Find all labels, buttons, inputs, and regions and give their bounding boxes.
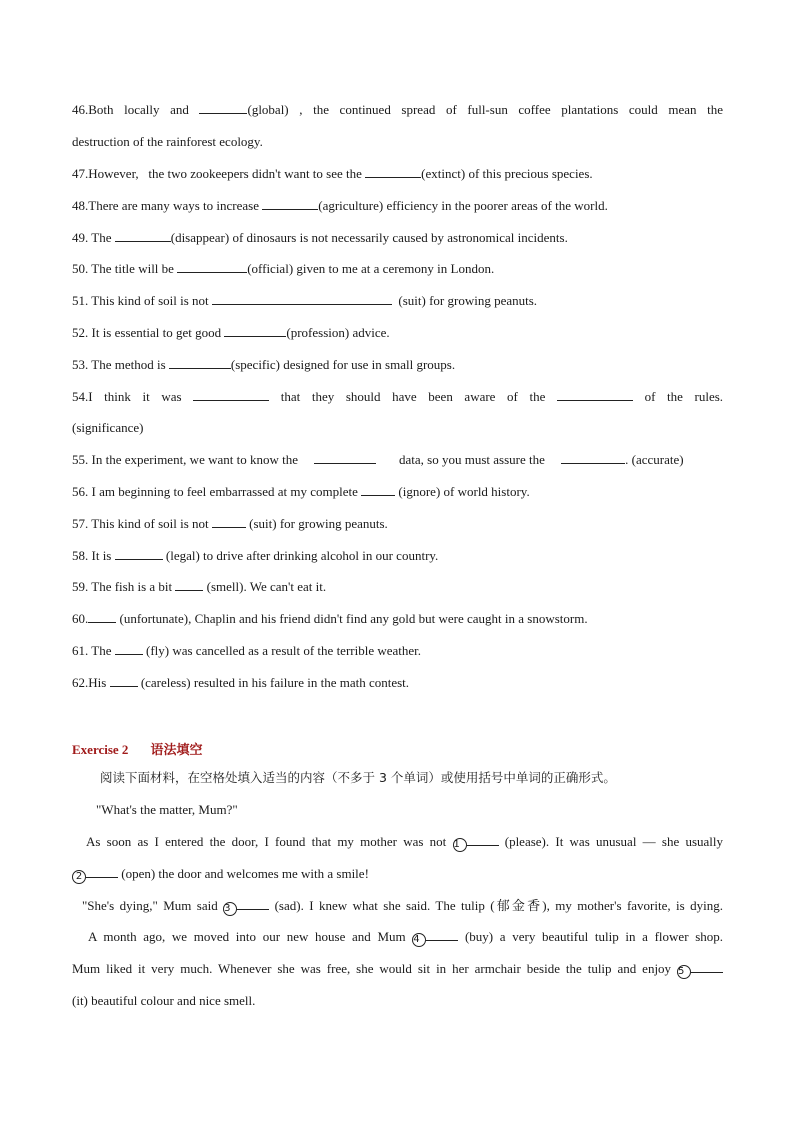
passage-line-1-text-b: (please). It was unusual — she usually	[498, 834, 724, 849]
item-60-text-b: (unfortunate), Chaplin and his friend didn't find any gold but were caught in a snowstorm.	[116, 611, 588, 626]
item-48-text-b: (agriculture) efficiency in the poorer areas of the world.	[318, 198, 608, 213]
item-58-text-b: (legal) to drive after drinking alcohol in our country.	[162, 548, 439, 563]
answer-blank-ex2-3[interactable]	[237, 898, 269, 910]
answer-blank-ex2-5[interactable]	[691, 961, 723, 973]
item-54-line2: (significance)	[72, 420, 144, 435]
answer-blank-55a[interactable]	[314, 452, 376, 464]
passage-line-1	[86, 834, 723, 852]
answer-blank-ex2-1[interactable]	[467, 834, 499, 846]
item-58-text-a: 58. It is	[72, 548, 115, 563]
answer-blank-59[interactable]	[175, 579, 203, 591]
answer-blank-58[interactable]	[115, 548, 163, 560]
item-46-text-b: (global) , the continued spread of full-sun coffee plantations could mean the	[247, 102, 723, 117]
answer-blank-55b[interactable]	[561, 452, 625, 464]
answer-blank-50[interactable]	[177, 261, 247, 273]
item-58	[72, 548, 438, 564]
answer-blank-56[interactable]	[361, 484, 395, 496]
item-56	[72, 484, 530, 500]
item-62	[72, 675, 409, 691]
item-55-text-b: data, so you must assure the	[399, 452, 549, 467]
item-49-text-b: (disappear) of dinosaurs is not necessarily caused by astronomical incidents.	[170, 230, 568, 245]
item-57-text-b: (suit) for growing peanuts.	[245, 516, 388, 531]
answer-blank-47[interactable]	[365, 166, 421, 178]
passage-line-5-text: Mum liked it very much. Whenever she was free, she would sit in her armchair beside the tulip and enjoy	[72, 961, 677, 976]
item-60-text-a: 60.	[72, 611, 89, 626]
item-56-text-a: 56. I am beginning to feel embarrassed at my complete	[72, 484, 362, 499]
item-47-text-a: 47.However, the two zookeepers didn't want to see the	[72, 166, 366, 181]
item-51-text-a: 51. This kind of soil is not	[72, 293, 212, 308]
answer-blank-48[interactable]	[262, 198, 318, 210]
passage-line-4-text-b: (buy) a very beautiful tulip in a flower shop.	[458, 929, 724, 944]
answer-blank-60[interactable]	[88, 611, 116, 623]
passage-line-5	[72, 961, 723, 979]
passage-line-3-text-a: "She's dying," Mum said	[82, 898, 224, 913]
answer-blank-53[interactable]	[169, 357, 231, 369]
item-50-text-a: 50. The title will be	[72, 261, 178, 276]
item-50-text-b: (official) given to me at a ceremony in London.	[247, 261, 495, 276]
item-50	[72, 261, 494, 277]
item-49	[72, 230, 568, 246]
item-51	[72, 293, 537, 309]
item-55-text-c: . (accurate)	[625, 452, 684, 467]
item-51-text-b: (suit) for growing peanuts.	[391, 293, 538, 308]
passage-line-1-text-a: As soon as I entered the door, I found that my mother was not	[86, 834, 453, 849]
item-59-text-b: (smell). We can't eat it.	[203, 579, 327, 594]
item-53-text-b: (specific) designed for use in small groups.	[230, 357, 456, 372]
item-53-text-a: 53. The method is	[72, 357, 169, 372]
answer-blank-ex2-2[interactable]	[86, 866, 118, 878]
exercise-2-label: Exercise 2	[72, 742, 129, 757]
item-46-line1	[72, 102, 723, 118]
item-61-text-b: (fly) was cancelled as a result of the terrible weather.	[142, 643, 422, 658]
item-54-text-b: that they should have been aware of the	[280, 389, 546, 404]
answer-blank-49[interactable]	[115, 230, 171, 242]
item-62-text-a: 62.His	[72, 675, 110, 690]
item-54-text-c: of the rules.	[644, 389, 724, 404]
answer-blank-54b[interactable]	[557, 389, 633, 401]
item-62-text-b: (careless) resulted in his failure in the math contest.	[137, 675, 410, 690]
answer-blank-51[interactable]	[212, 293, 392, 305]
passage-line-4-text-a: A month ago, we moved into our new house and Mum	[88, 929, 413, 944]
item-52	[72, 325, 390, 341]
answer-blank-52[interactable]	[224, 325, 286, 337]
passage-quote: "What's the matter, Mum?"	[96, 802, 238, 817]
passage-line-3-text-b: (sad). I knew what she said. The tulip (郁金香), my mother's favorite, is dying.	[269, 898, 723, 913]
item-55	[72, 452, 684, 468]
passage-line-6: (it) beautiful colour and nice smell.	[72, 993, 256, 1008]
item-55-text-a: 55. In the experiment, we want to know the	[72, 452, 302, 467]
item-56-text-b: (ignore) of world history.	[395, 484, 530, 499]
item-61	[72, 643, 421, 659]
item-47-text-b: (extinct) of this precious species.	[421, 166, 593, 181]
item-46-text-a: 46.Both locally and	[72, 102, 189, 117]
circled-number-5: 5	[677, 965, 691, 979]
item-54-text-a: 54.I think it was	[72, 389, 182, 404]
circled-number-3: 3	[223, 902, 237, 916]
item-61-text-a: 61. The	[72, 643, 115, 658]
item-57	[72, 516, 388, 532]
exercise-2-instruction: 阅读下面材料，在空格处填入适当的内容（不多于 3 个单词）或使用括号中单词的正确形式。	[100, 770, 616, 785]
item-59-text-a: 59. The fish is a bit	[72, 579, 176, 594]
item-49-text-a: 49. The	[72, 230, 115, 245]
item-48-text-a: 48.There are many ways to increase	[72, 198, 263, 213]
circled-number-1: 1	[453, 838, 467, 852]
answer-blank-54a[interactable]	[193, 389, 269, 401]
item-52-text-b: (profession) advice.	[286, 325, 390, 340]
item-54-line1	[72, 389, 723, 405]
item-59	[72, 579, 326, 595]
passage-line-3	[82, 898, 723, 916]
item-52-text-a: 52. It is essential to get good	[72, 325, 225, 340]
item-53	[72, 357, 455, 373]
passage-line-2	[72, 866, 369, 884]
item-60	[72, 611, 588, 627]
circled-number-4: 4	[412, 933, 426, 947]
item-46-line2: destruction of the rainforest ecology.	[72, 134, 263, 149]
circled-number-2: 2	[72, 870, 86, 884]
item-57-text-a: 57. This kind of soil is not	[72, 516, 212, 531]
answer-blank-46[interactable]	[199, 102, 247, 114]
item-47	[72, 166, 593, 182]
answer-blank-57[interactable]	[212, 516, 246, 528]
answer-blank-ex2-4[interactable]	[426, 929, 458, 941]
passage-line-2-text: (open) the door and welcomes me with a smile!	[118, 866, 369, 881]
exercise-2-title: 语法填空	[150, 743, 203, 758]
answer-blank-61[interactable]	[115, 643, 143, 655]
passage-line-4	[88, 929, 723, 947]
answer-blank-62[interactable]	[110, 675, 138, 687]
item-48	[72, 198, 608, 214]
exercise-2-heading	[72, 739, 202, 758]
